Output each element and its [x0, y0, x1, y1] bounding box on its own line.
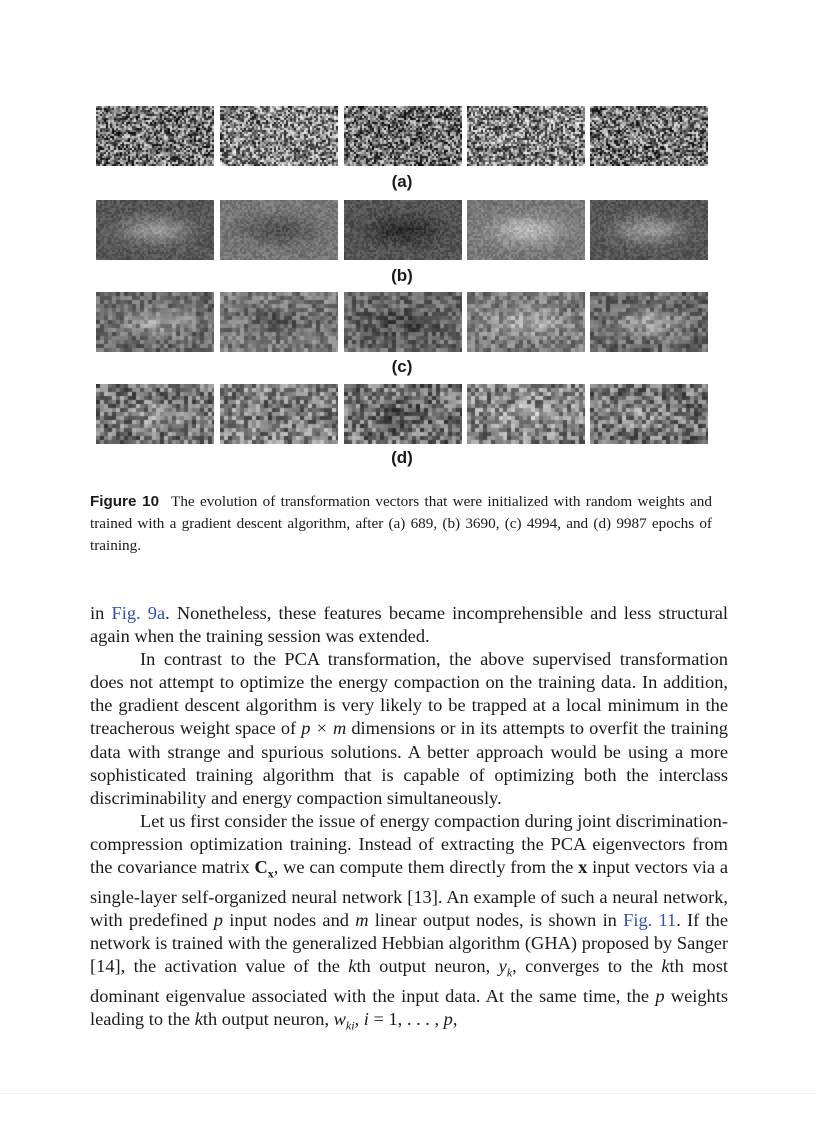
figure-row-d	[96, 384, 708, 444]
figure-caption-label: Figure 10	[90, 493, 160, 510]
y-symbol: y	[498, 956, 507, 977]
p1-text-a: in	[90, 603, 112, 623]
x-vector-symbol: x	[578, 857, 588, 878]
weight-image-c4	[467, 292, 585, 352]
p1-text-b: . Nonetheless, these features became incomprehensible and less structural again when the training session was extended.	[90, 603, 729, 647]
weight-image-d3	[344, 384, 462, 444]
i-symbol: i	[363, 1008, 369, 1029]
weight-image-c2	[220, 292, 338, 352]
k-symbol-3: k	[194, 1008, 203, 1029]
m-symbol: m	[355, 909, 369, 930]
weight-image-a1	[96, 106, 214, 166]
figure-caption-text: The evolution of transformation vectors that were initialized with random weights and trained with a gradient descent algorithm, after (a) 689, (b) 3690, (c) 4994, and (d) 9987 epochs of training.	[90, 493, 712, 554]
weight-image-b1	[96, 200, 214, 260]
weight-image-d4	[467, 384, 585, 444]
y-subscript: k	[506, 965, 513, 980]
body-text	[90, 602, 728, 1038]
p-symbol-2: p	[655, 985, 665, 1006]
weight-image-c1	[96, 292, 214, 352]
weight-image-d5	[590, 384, 708, 444]
p3-text-m: ,	[354, 1008, 364, 1029]
sublabel-a: (a)	[391, 172, 413, 191]
fig-11-link[interactable]: Fig. 11	[623, 909, 677, 930]
w-subscript: ki	[345, 1018, 355, 1033]
p-symbol: p	[213, 909, 223, 930]
p3-text-l: th output neuron,	[202, 1008, 334, 1029]
p3-text-f: . If the network is trained with the generalized Hebbian algorithm (GHA) proposed by Sanger [14], the activation value of the	[90, 909, 728, 977]
p3-text-b: , we can compute them directly from the	[273, 857, 579, 878]
weight-image-b2	[220, 200, 338, 260]
p3-text-e: linear output nodes, is shown in	[368, 909, 624, 930]
weight-image-b3	[344, 200, 462, 260]
weight-image-b4	[467, 200, 585, 260]
figure-row-c	[96, 292, 708, 352]
p2-text-a: In contrast to the PCA transformation, the above supervised transformation does not attempt to optimize the energy compaction on the training data. In addition, the gradient descent algorithm is very likely to be trapped at a local minimum in the treacherous weight space of	[90, 649, 728, 739]
sublabel-d: (d)	[391, 448, 413, 467]
paragraph-3	[90, 810, 728, 1038]
p3-text-h: , converges to the	[512, 956, 662, 977]
weight-image-a3	[344, 106, 462, 166]
weight-image-d2	[220, 384, 338, 444]
p3-text-g: th output neuron,	[356, 956, 499, 977]
p3-text-d: input nodes and	[223, 909, 356, 930]
figure-row-b	[96, 200, 708, 260]
k-symbol-1: k	[348, 956, 357, 977]
p3-text-a: Let us first consider the issue of energy compaction during joint discrimination-compression optimization training. Instead of extracting the PCA eigenvectors from the covariance matrix	[90, 810, 728, 878]
paragraph-2	[90, 648, 728, 810]
paragraph-1	[90, 602, 728, 648]
weight-image-c3	[344, 292, 462, 352]
p2-math: p × m	[301, 718, 347, 739]
p3-text-i: th most dominant eigenvalue associated with the input data. At the same time, the	[90, 956, 729, 1006]
covariance-subscript: x	[267, 866, 274, 881]
weight-image-a4	[467, 106, 585, 166]
sublabel-b: (b)	[391, 266, 413, 285]
fig-9a-link[interactable]: Fig. 9a	[111, 603, 166, 623]
weight-image-a2	[220, 106, 338, 166]
p3-text-n: = 1, . . . ,	[368, 1008, 444, 1029]
weight-image-b5	[590, 200, 708, 260]
covariance-symbol: C	[254, 857, 268, 878]
w-symbol: w	[333, 1008, 346, 1029]
k-symbol-2: k	[661, 956, 670, 977]
weight-image-d1	[96, 384, 214, 444]
weight-image-c5	[590, 292, 708, 352]
sublabel-c: (c)	[391, 357, 413, 376]
p3-text-o: ,	[452, 1008, 458, 1029]
p-symbol-3: p	[443, 1008, 453, 1029]
page-footer-rule	[0, 1093, 816, 1094]
p3-text-c: input vectors via a single-layer self-organized neural network [13]. An example of such a neural network, with predefined	[90, 857, 728, 930]
p2-text-b: dimensions or in its attempts to overfit the training data with strange and spurious solutions. A better approach would be using a more sophisticated training algorithm that is capable of optimizing both the interclass discriminability and energy compaction simultaneously.	[90, 718, 728, 808]
p3-text-j: weights leading to the	[90, 985, 728, 1029]
weight-image-a5	[590, 106, 708, 166]
figure-caption	[90, 491, 712, 557]
figure-row-a	[96, 106, 708, 166]
